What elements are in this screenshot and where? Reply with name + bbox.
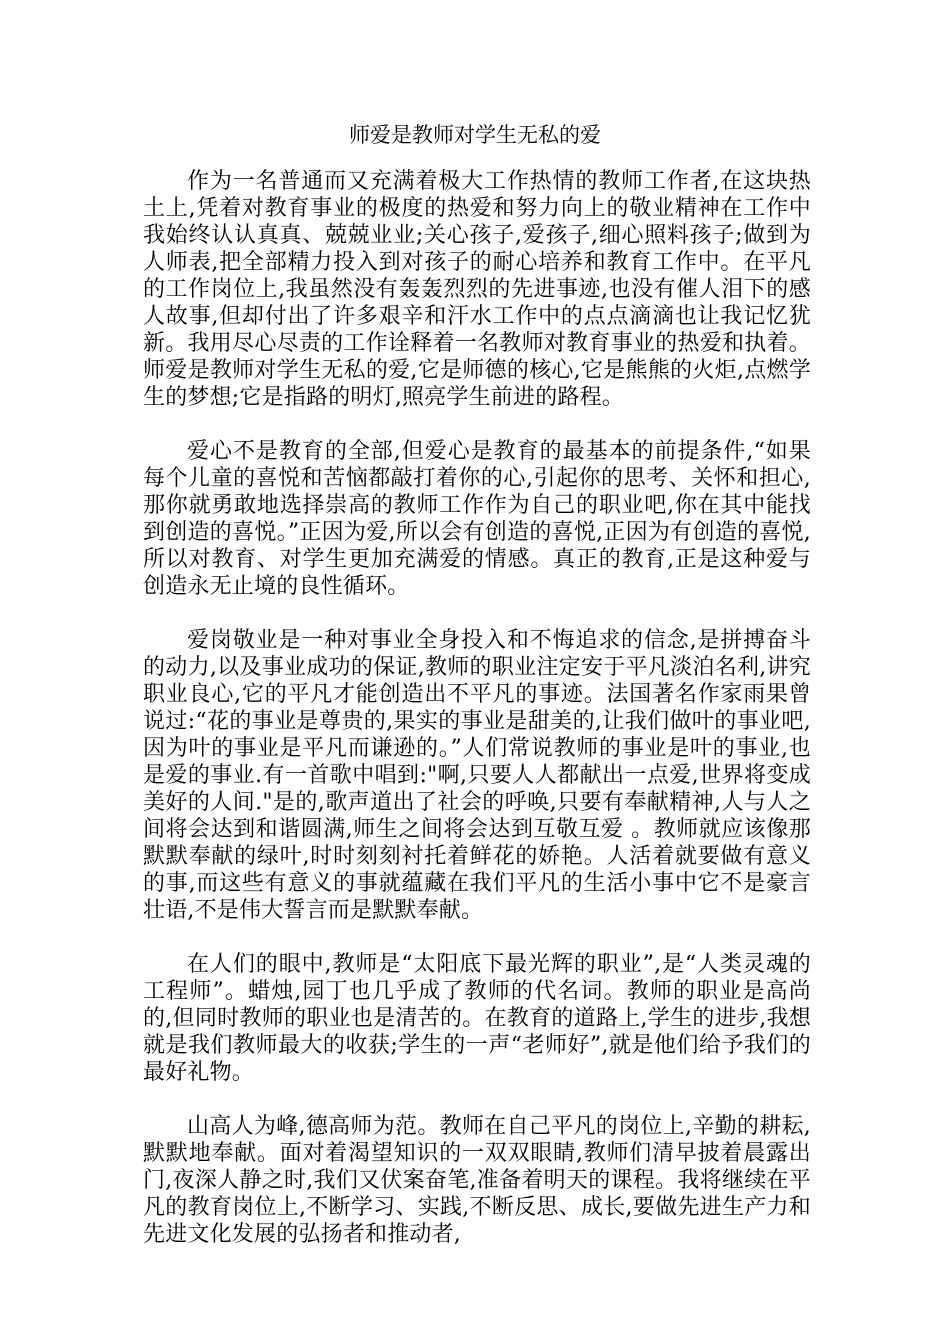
paragraph: 爱心不是教育的全部,但爱心是教育的最基本的前提条件,“如果每个儿童的喜悦和苦恼都敲打着你的心,引起你的思考、关怀和担心,那你就勇敢地选择崇高的教师工作作为自己的职业吧,你在其中能找到创造的喜悦。”正因为爱,所以会有创造的喜悦,正因为有创造的喜悦,所以对教育、对学生更加充满爱的情感。真正的教育,正是这种爱与创造永无止境的良性循环。	[143, 439, 811, 599]
paragraph: 爱岗敬业是一种对事业全身投入和不悔追求的信念,是拼搏奋斗的动力,以及事业成功的保证,教师的职业注定安于平凡淡泊名利,讲究职业良心,它的平凡才能创造出不平凡的事迹。法国著名作家雨果曾说过:“花的事业是尊贵的,果实的事业是甜美的,让我们做叶的事业吧,因为叶的事业是平凡而谦逊的。”人们常说教师的事业是叶的事业,也是爱的事业.有一首歌中唱到:"啊,只要人人都献出一点爱,世界将变成美好的人间."是的,歌声道出了社会的呼唤,只要有奉献精神,人与人之间将会达到和谐圆满,师生之间将会达到互敬互爱 。教师就应该像那默默奉献的绿叶,时时刻刻衬托着鲜花的娇艳。人活着就要做有意义的事,而这些有意义的事就蕴藏在我们平凡的生活小事中它不是豪言壮语,不是伟大誓言而是默默奉献。	[143, 628, 811, 923]
paragraph: 山高人为峰,德高师为范。教师在自己平凡的岗位上,辛勤的耕耘, 默默地奉献。面对着渴望知识的一双双眼睛,教师们清早披着晨露出门,夜深人静之时,我们又伏案奋笔,准备着明天的课程。我将继续在平凡的教育岗位上,不断学习、实践,不断反思、成长,要做先进生产力和先进文化发展的弘扬者和推动者,	[143, 1114, 811, 1247]
paragraph: 作为一名普通而又充满着极大工作热情的教师工作者,在这块热土上,凭着对教育事业的极度的热爱和努力向上的敬业精神在工作中我始终认认真真、兢兢业业;关心孩子,爱孩子,细心照料孩子;做到为人师表,把全部精力投入到对孩子的耐心培养和教育工作中。在平凡的工作岗位上,我虽然没有轰轰烈烈的先进事迹,也没有催人泪下的感人故事,但却付出了许多艰辛和汗水工作中的点点滴滴也让我记忆犹新。我用尽心尽责的工作诠释着一名教师对教育事业的热爱和执着。 师爱是教师对学生无私的爱,它是师德的核心,它是熊熊的火炬,点燃学生的梦想;它是指路的明灯,照亮学生前进的路程。	[143, 169, 811, 410]
document-title: 师爱是教师对学生无私的爱	[349, 123, 601, 147]
paragraph: 在人们的眼中,教师是“太阳底下最光辉的职业”,是“人类灵魂的工程师”。蜡烛,园丁也几乎成了教师的代名词。教师的职业是高尚的,但同时教师的职业也是清苦的。在教育的道路上,学生的进步,我想就是我们教师最大的收获;学生的一声“老师好”,就是他们给予我们的最好礼物。	[143, 952, 811, 1085]
document-body	[143, 168, 811, 1275]
